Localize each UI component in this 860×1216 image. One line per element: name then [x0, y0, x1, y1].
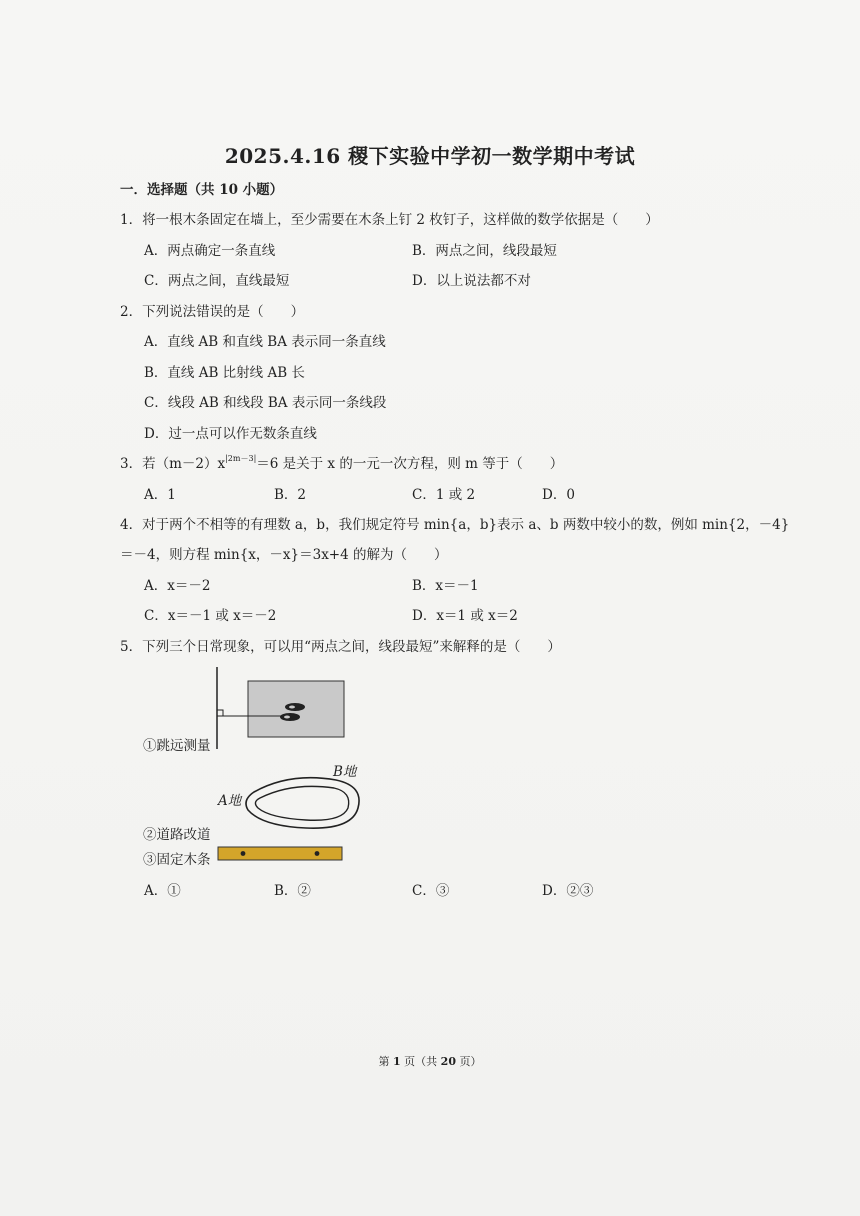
nail-icon — [315, 851, 320, 856]
question-2 — [120, 300, 304, 320]
question-number: 3． — [120, 456, 143, 472]
question-text: 下列说法错误的是（ ） — [142, 304, 305, 320]
option-4d: D．x＝1 或 x＝2 — [412, 608, 518, 624]
figure-label-3: ③固定木条 — [143, 852, 211, 868]
option-1c: C．两点之间，直线最短 — [144, 273, 290, 289]
option-1d: D．以上说法都不对 — [412, 273, 531, 289]
total-pages: 20 — [440, 1055, 456, 1068]
question-5 — [120, 635, 561, 655]
plank — [218, 847, 342, 860]
question-text: 下列三个日常现象，可以用“两点之间，线段最短”来解释的是（ ） — [142, 639, 561, 655]
page-title: 2025.4.16 稷下实验中学初一数学期中考试 — [224, 144, 636, 168]
option-5c: C．③ — [412, 883, 450, 899]
nail-icon — [241, 851, 246, 856]
option-5d: D．②③ — [542, 883, 594, 899]
question-text-pre: 若（m－2）x — [142, 456, 226, 472]
option-1a: A．两点确定一条直线 — [144, 243, 276, 259]
figure-label-a: A地 — [218, 793, 242, 809]
exponent: |2m－3| — [225, 454, 257, 463]
question-4-line-2: ＝－4，则方程 min{x，－x}＝3x+4 的解为（ ） — [120, 547, 448, 563]
question-3 — [120, 452, 563, 472]
option-5a: A．① — [144, 883, 181, 899]
question-text: 对于两个不相等的有理数 a，b，我们规定符号 min{a，b}表示 a、b 两数中较小的数，例如 min{2，－4} — [142, 517, 790, 533]
option-1b: B．两点之间，线段最短 — [412, 243, 557, 259]
question-text-post: ＝6 是关于 x 的一元一次方程，则 m 等于（ ） — [256, 456, 564, 472]
footer-text: 页） — [455, 1055, 482, 1068]
footer-text: 页（共 — [400, 1055, 441, 1068]
option-2a: A．直线 AB 和直线 BA 表示同一条直线 — [144, 334, 386, 350]
question-number: 4． — [120, 517, 143, 533]
option-2d: D．过一点可以作无数条直线 — [144, 426, 317, 442]
question-4 — [120, 513, 789, 533]
option-4c: C．x＝－1 或 x＝－2 — [144, 608, 277, 624]
question-number: 5． — [120, 639, 143, 655]
option-3a: A．1 — [144, 487, 176, 503]
figure-label-b: B地 — [333, 764, 357, 780]
figure-label-1: ①跳远测量 — [143, 738, 211, 754]
question-number: 2． — [120, 304, 143, 320]
question-number: 1． — [120, 212, 143, 228]
question-text: 将一根木条固定在墙上，至少需要在木条上钉 2 枚钉子，这样做的数学依据是（ ） — [142, 212, 659, 228]
option-3c: C．1 或 2 — [412, 487, 476, 503]
figure-label-2: ②道路改道 — [143, 827, 211, 843]
question-1 — [120, 208, 659, 228]
page-number: 1 — [393, 1055, 401, 1068]
right-angle-mark — [217, 710, 223, 716]
option-2b: B．直线 AB 比射线 AB 长 — [144, 365, 305, 381]
option-4b: B．x＝－1 — [412, 578, 479, 594]
option-3b: B．2 — [274, 487, 307, 503]
footer-text: 第 — [378, 1055, 394, 1068]
page-footer — [0, 1053, 860, 1069]
option-5b: B．② — [274, 883, 311, 899]
plank-figure — [216, 845, 346, 863]
option-3d: D．0 — [542, 487, 575, 503]
option-2c: C．线段 AB 和线段 BA 表示同一条线段 — [144, 395, 387, 411]
option-4a: A．x＝－2 — [144, 578, 211, 594]
section-heading: 一．选择题（共 10 小题） — [120, 182, 284, 198]
